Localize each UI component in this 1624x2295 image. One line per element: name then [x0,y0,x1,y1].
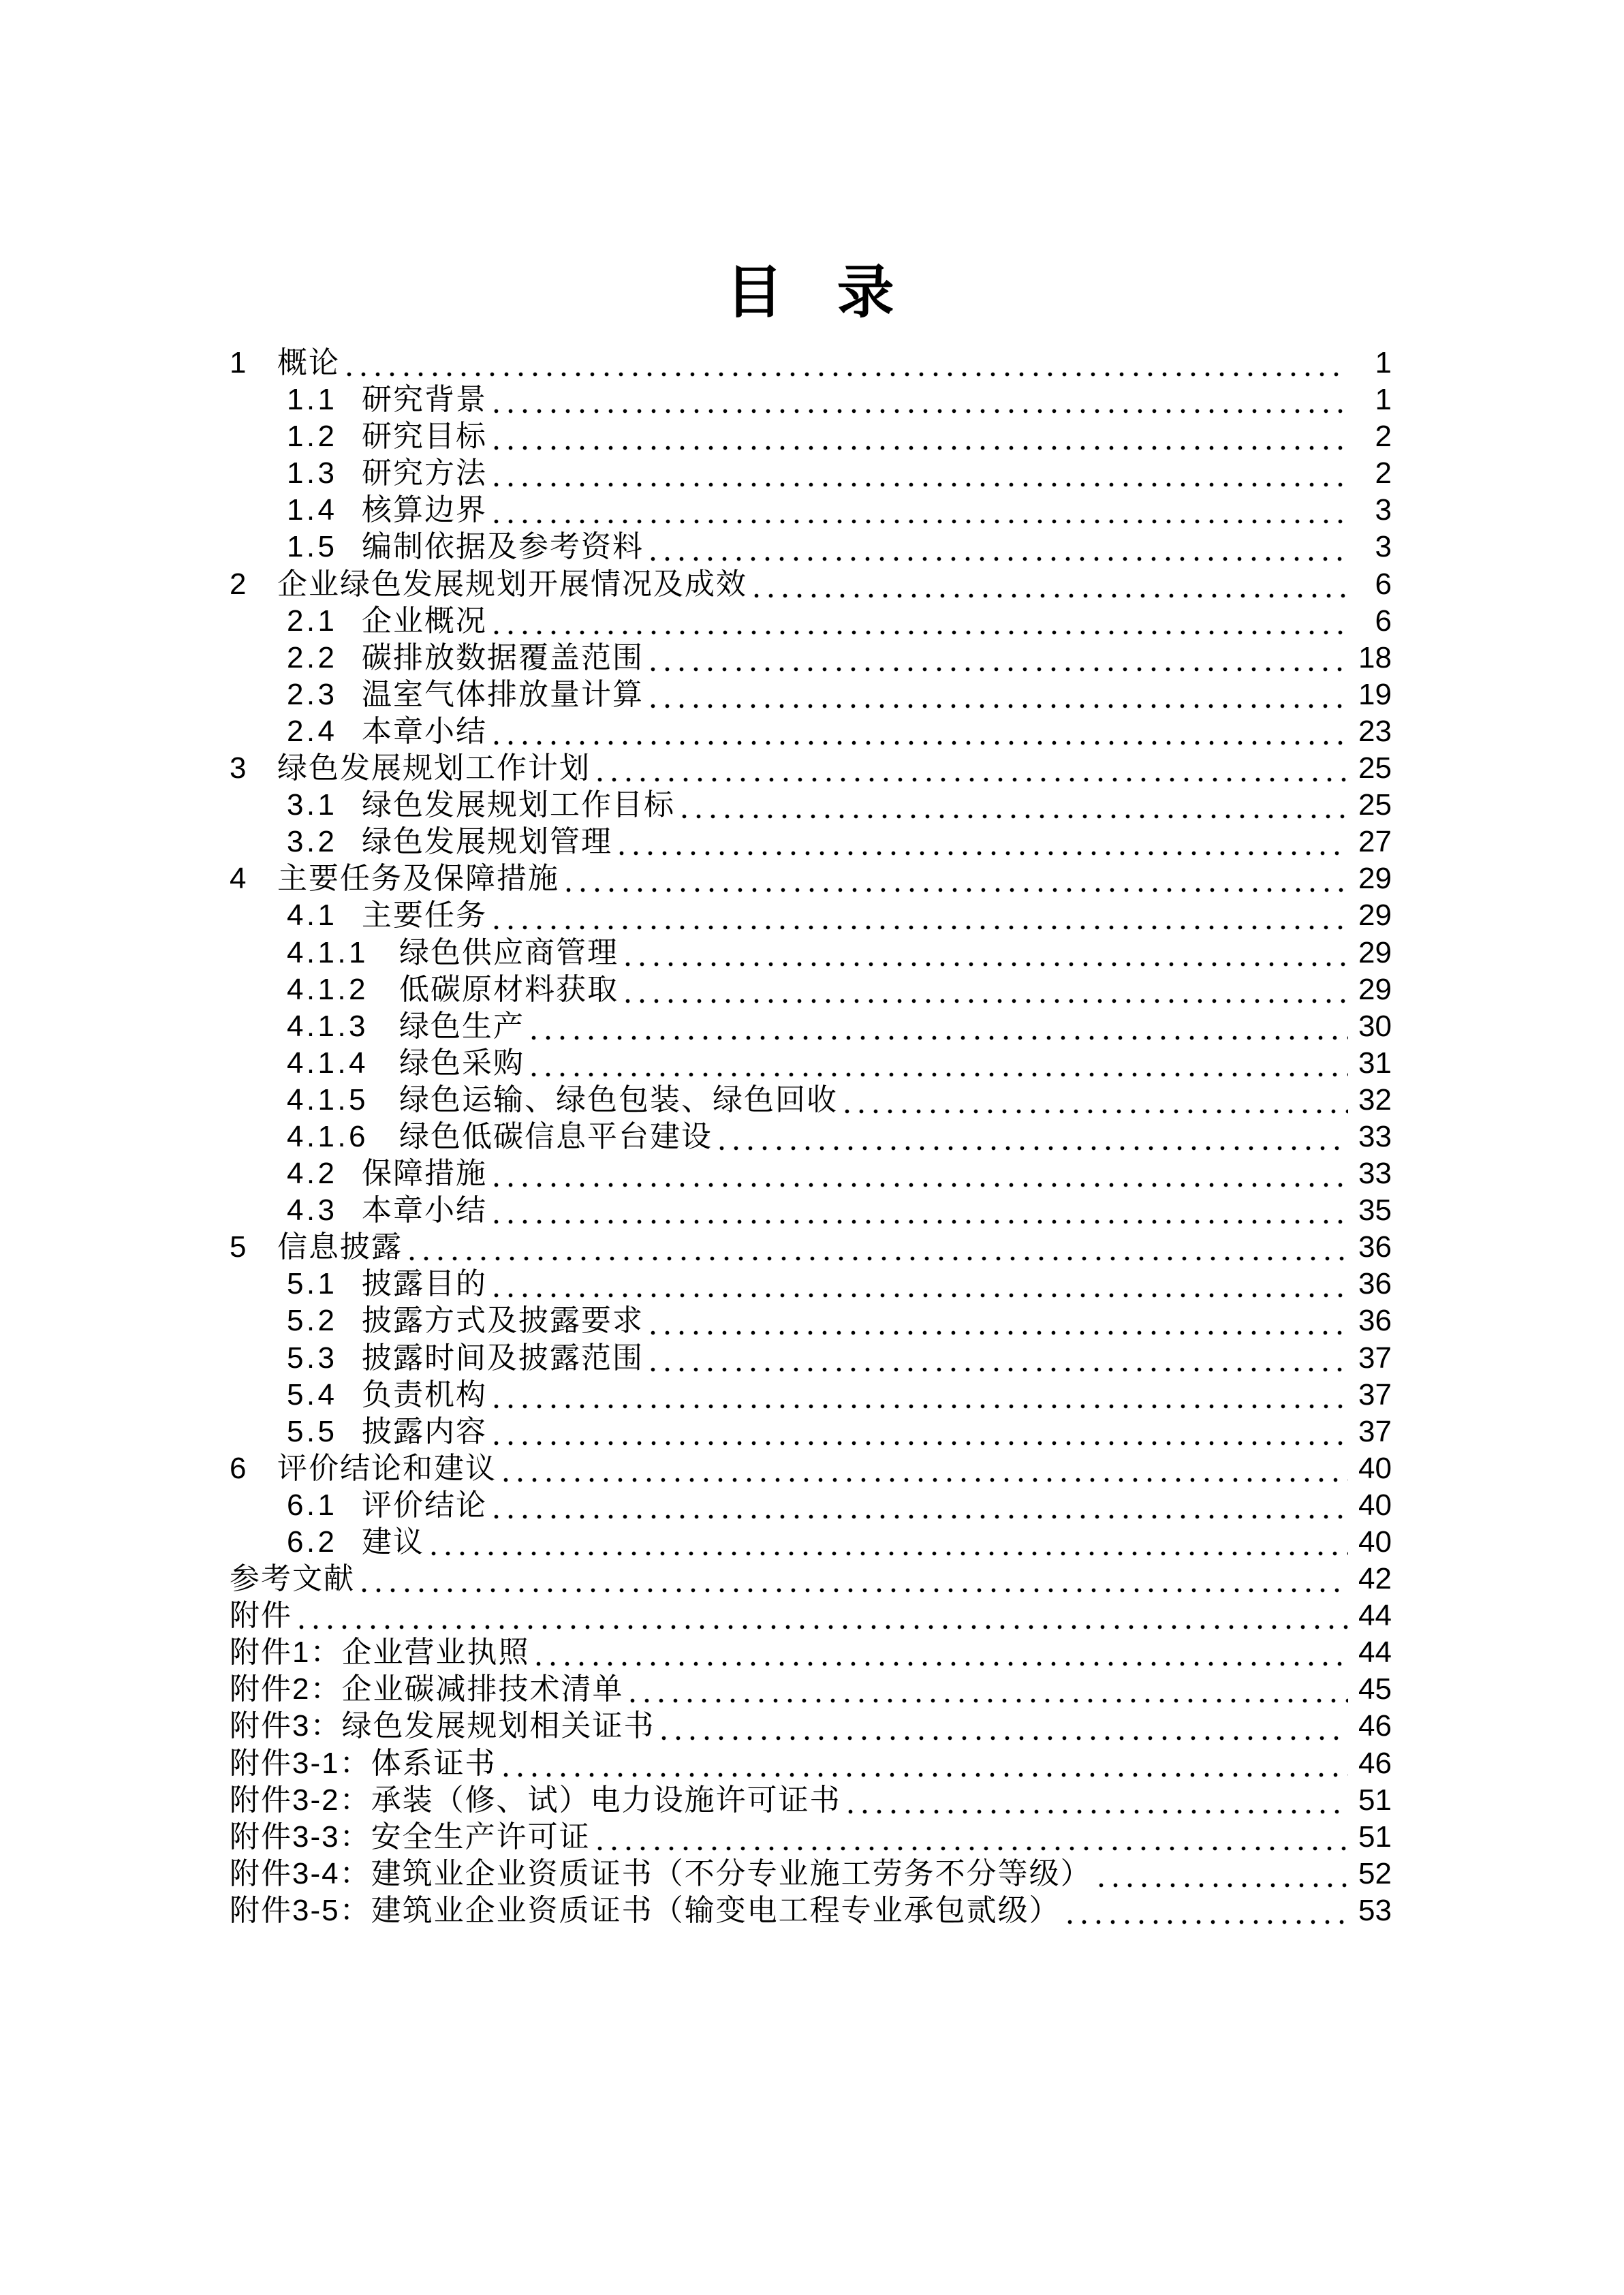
dot-leader [1099,1883,1348,1888]
toc-entry-label: 低碳原材料获取 [399,972,619,1006]
page-title: 目 录 [725,260,896,324]
toc-entry[interactable] [230,1266,1392,1302]
toc-entry-label: 研究方法 [362,456,487,490]
toc-entry-page: 52 [1358,1856,1392,1890]
toc-entry-label: 绿色低碳信息平台建设 [399,1119,713,1153]
toc-entry-page: 36 [1358,1230,1392,1264]
dot-leader [531,1035,1348,1040]
toc-entry-label: 绿色运输、绿色包装、绿色回收 [399,1082,838,1117]
toc-entry-page: 51 [1358,1820,1392,1854]
toc-entry[interactable] [230,492,1392,529]
toc-entry[interactable] [230,1008,1392,1045]
toc-entry-page: 37 [1358,1377,1392,1411]
toc-entry-label: 保障措施 [362,1157,487,1191]
toc-entry-page: 46 [1358,1709,1392,1743]
toc-entry[interactable] [230,345,1392,381]
dot-leader [651,1367,1348,1372]
toc-entry-label: 附件2：企业碳减排技术清单 [230,1672,624,1706]
toc-entry[interactable] [230,1192,1392,1229]
dot-leader [625,962,1348,967]
toc-entry-label: 建议 [362,1525,424,1559]
toc-entry-number: 5.2 [287,1304,338,1338]
dot-leader [494,925,1348,930]
toc-entry[interactable] [230,1819,1392,1856]
toc-entry-label: 概论 [277,346,340,379]
toc-entry[interactable] [230,676,1392,713]
dot-leader [536,1661,1348,1666]
dot-leader [630,1698,1348,1703]
toc-entry-page: 42 [1358,1562,1392,1596]
toc-entry[interactable] [230,750,1392,787]
toc-entry-page: 40 [1358,1488,1392,1522]
toc-entry-label: 企业绿色发展规划开展情况及成效 [277,567,747,601]
dot-leader [494,630,1348,635]
toc-entry-page: 19 [1358,677,1392,711]
toc-entry[interactable] [230,1229,1392,1266]
toc-entry[interactable] [230,1856,1392,1892]
dot-leader [494,740,1348,745]
toc-entry-page: 51 [1358,1783,1392,1817]
toc-entry-number: 1.3 [287,456,338,490]
toc-entry-label: 核算边界 [362,493,487,527]
toc-entry-label: 研究目标 [362,420,487,454]
toc-entry-number: 2 [230,567,249,601]
toc-entry[interactable] [230,1782,1392,1819]
dot-leader [494,446,1348,450]
toc-entry-label: 绿色生产 [399,1009,525,1043]
toc-entry-label: 温室气体排放量计算 [362,677,644,711]
toc-entry[interactable] [230,935,1392,971]
toc-entry[interactable] [230,1634,1392,1671]
toc-entry[interactable] [230,824,1392,860]
toc-entry-label: 附件3-1：体系证书 [230,1746,497,1780]
toc-entry-number: 4.1.1 [287,935,369,969]
toc-entry-number: 2.1 [287,604,338,638]
toc-entry-page: 3 [1375,530,1392,564]
dot-leader [503,1773,1348,1777]
toc-entry-label: 披露时间及披露范围 [362,1341,644,1375]
dot-leader [719,1146,1348,1151]
toc-entry-label: 企业概况 [362,604,487,638]
toc-entry-number: 1 [230,346,249,379]
toc-entry-label: 信息披露 [277,1230,403,1264]
dot-leader [566,888,1348,892]
toc-entry[interactable] [230,1597,1392,1634]
dot-leader [661,1736,1348,1740]
toc-entry-number: 4.1.2 [287,972,369,1006]
toc-entry-number: 6.1 [287,1488,338,1522]
toc-entry[interactable] [230,860,1392,897]
toc-entry-number: 6.2 [287,1525,338,1559]
toc-entry-number: 3 [230,751,249,785]
dot-leader [651,667,1348,672]
toc-entry-number: 5.5 [287,1414,338,1448]
toc-entry[interactable] [230,1708,1392,1745]
toc-entry-number: 4 [230,862,249,896]
toc-entry-number: 4.1.6 [287,1119,369,1153]
dot-leader [494,1183,1348,1187]
toc-entry-page: 36 [1358,1304,1392,1338]
toc-entry-number: 4.3 [287,1193,338,1228]
toc-entry-page: 2 [1375,420,1392,454]
toc-entry-label: 主要任务 [362,899,487,933]
toc-entry-label: 绿色发展规划管理 [362,825,612,859]
toc-entry-page: 1 [1375,383,1392,417]
toc-entry-number: 5.3 [287,1341,338,1375]
toc-entry-page: 1 [1375,346,1392,379]
toc-entry-page: 29 [1358,935,1392,969]
toc-entry-number: 1.5 [287,530,338,564]
dot-leader [625,999,1348,1003]
toc-entry-label: 编制依据及参考资料 [362,530,644,564]
toc-entry-number: 2.4 [287,714,338,748]
dot-leader [597,777,1348,782]
toc-entry[interactable] [230,1340,1392,1377]
toc-entry[interactable] [230,640,1392,676]
dot-leader [494,1219,1348,1224]
toc-entry-label: 附件3：绿色发展规划相关证书 [230,1709,655,1743]
toc-list [230,345,1392,1929]
dot-leader [754,593,1348,598]
toc-entry[interactable] [230,1414,1392,1450]
toc-entry-page: 33 [1358,1119,1392,1153]
toc-entry-number: 3.1 [287,788,338,822]
toc-entry-label: 附件3-4：建筑业企业资质证书（不分专业施工劳务不分等级） [230,1856,1092,1890]
toc-entry[interactable] [230,603,1392,640]
dot-leader [347,372,1348,377]
toc-entry-page: 46 [1358,1746,1392,1780]
toc-entry-label: 附件1：企业营业执照 [230,1636,530,1670]
toc-entry-label: 绿色供应商管理 [399,935,619,969]
dot-leader [362,1588,1348,1593]
toc-entry-page: 6 [1375,567,1392,601]
toc-entry[interactable] [230,1450,1392,1487]
toc-entry[interactable] [230,1561,1392,1597]
toc-entry[interactable] [230,971,1392,1008]
toc-entry-page: 2 [1375,456,1392,490]
toc-entry-label: 附件3-2：承装（修、试）电力设施许可证书 [230,1783,841,1817]
toc-entry-page: 3 [1375,493,1392,527]
toc-entry[interactable] [230,1671,1392,1708]
toc-entry-label: 碳排放数据覆盖范围 [362,640,644,674]
toc-entry-number: 2.3 [287,677,338,711]
toc-entry-page: 40 [1358,1525,1392,1559]
toc-entry-number: 2.2 [287,640,338,674]
toc-entry-page: 45 [1358,1672,1392,1706]
toc-entry-page: 37 [1358,1341,1392,1375]
dot-leader [845,1109,1348,1114]
toc-entry-label: 披露内容 [362,1414,487,1448]
toc-entry-number: 5 [230,1230,249,1264]
toc-entry-label: 披露目的 [362,1267,487,1301]
dot-leader [494,1514,1348,1519]
toc-entry[interactable] [230,455,1392,492]
toc-entry-page: 25 [1358,788,1392,822]
toc-entry-number: 4.1.4 [287,1046,369,1080]
toc-entry[interactable] [230,1524,1392,1561]
dot-leader [619,851,1348,856]
toc-entry-label: 绿色采购 [399,1046,525,1080]
toc-entry-number: 5.4 [287,1377,338,1411]
toc-entry-page: 30 [1358,1009,1392,1043]
toc-entry-page: 36 [1358,1267,1392,1301]
toc-entry-number: 1.4 [287,493,338,527]
toc-entry-number: 4.1 [287,899,338,933]
toc-entry-number: 4.1.5 [287,1082,369,1117]
toc-entry-label: 评价结论 [362,1488,487,1522]
toc-entry-page: 6 [1375,604,1392,638]
toc-entry-page: 27 [1358,825,1392,859]
dot-leader [409,1256,1348,1261]
toc-entry-page: 44 [1358,1599,1392,1633]
toc-entry[interactable] [230,1082,1392,1119]
toc-entry-page: 25 [1358,751,1392,785]
toc-entry-label: 负责机构 [362,1377,487,1411]
toc-entry[interactable] [230,418,1392,455]
toc-entry-page: 40 [1358,1451,1392,1485]
toc-entry-label: 本章小结 [362,714,487,748]
toc-entry-label: 绿色发展规划工作计划 [277,751,591,785]
toc-entry[interactable] [230,566,1392,603]
toc-entry[interactable] [230,1045,1392,1082]
toc-entry[interactable] [230,529,1392,565]
dot-leader [848,1809,1348,1814]
toc-entry-label: 附件3-5：建筑业企业资质证书（输变电工程专业承包贰级） [230,1893,1061,1927]
toc-entry[interactable] [230,1302,1392,1339]
dot-leader [494,1293,1348,1298]
dot-leader [494,1441,1348,1446]
toc-entry-number: 4.2 [287,1157,338,1191]
toc-entry-number: 1.1 [287,383,338,417]
toc-entry-label: 主要任务及保障措施 [277,862,559,896]
toc-entry[interactable] [230,1487,1392,1524]
toc-entry-page: 23 [1358,714,1392,748]
toc-entry-page: 53 [1358,1893,1392,1927]
toc-entry-page: 31 [1358,1046,1392,1080]
toc-entry-label: 绿色发展规划工作目标 [362,788,675,822]
dot-leader [431,1551,1348,1556]
dot-leader [299,1625,1348,1629]
toc-entry[interactable] [230,1377,1392,1414]
toc-entry-label: 本章小结 [362,1193,487,1228]
toc-entry-page: 37 [1358,1414,1392,1448]
toc-entry[interactable] [230,1892,1392,1929]
toc-entry-number: 1.2 [287,420,338,454]
toc-entry-page: 29 [1358,862,1392,896]
dot-leader [494,409,1348,413]
toc-entry[interactable] [230,1155,1392,1192]
toc-entry-label: 披露方式及披露要求 [362,1304,644,1338]
toc-entry-number: 5.1 [287,1267,338,1301]
toc-entry-number: 4.1.3 [287,1009,369,1043]
toc-entry-page: 32 [1358,1082,1392,1117]
toc-entry-page: 33 [1358,1157,1392,1191]
dot-leader [597,1846,1348,1851]
toc-entry-label: 评价结论和建议 [277,1451,497,1485]
dot-leader [651,1330,1348,1335]
dot-leader [494,1404,1348,1409]
toc-entry-label: 附件3-3：安全生产许可证 [230,1820,591,1854]
toc-entry[interactable] [230,787,1392,824]
toc-entry[interactable] [230,1119,1392,1155]
toc-entry[interactable] [230,1745,1392,1782]
toc-entry-label: 研究背景 [362,383,487,417]
toc-entry-label: 参考文献 [230,1562,355,1596]
dot-leader [494,519,1348,524]
toc-entry-page: 44 [1358,1636,1392,1670]
toc-entry-number: 6 [230,1451,249,1485]
dot-leader [651,557,1348,561]
toc-entry-page: 18 [1358,640,1392,674]
dot-leader [494,482,1348,487]
toc-entry[interactable] [230,897,1392,934]
dot-leader [651,704,1348,708]
dot-leader [503,1478,1348,1482]
toc-entry-label: 附件 [230,1599,292,1633]
toc-entry-page: 29 [1358,972,1392,1006]
toc-entry-number: 3.2 [287,825,338,859]
toc-entry[interactable] [230,381,1392,418]
toc-entry[interactable] [230,713,1392,750]
toc-entry-page: 35 [1358,1193,1392,1228]
dot-leader [531,1072,1348,1077]
dot-leader [682,814,1348,819]
toc-entry-page: 29 [1358,899,1392,933]
dot-leader [1067,1920,1348,1924]
